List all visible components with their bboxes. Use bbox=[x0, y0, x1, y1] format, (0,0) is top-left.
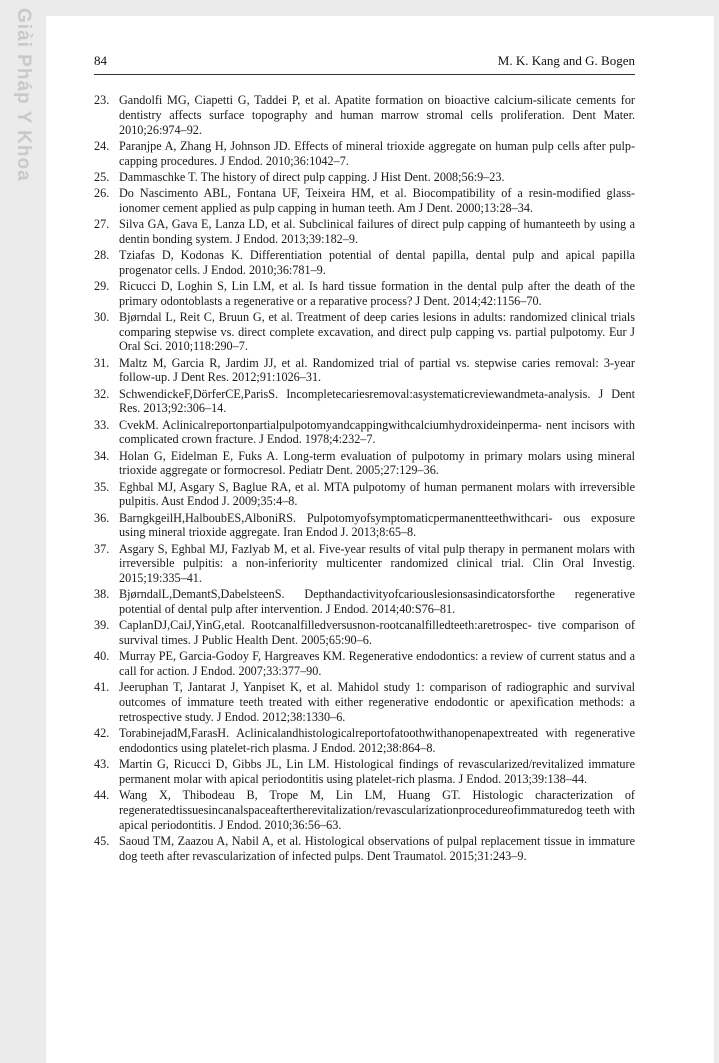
reference-item bbox=[94, 726, 635, 756]
reference-text: SchwendickeF,DörferCE,ParisS. Incompletecariesremoval:asystematicreviewandmeta-analysis. J Dent Res. 2013;92:306–14. bbox=[119, 386, 635, 416]
reference-item bbox=[94, 170, 635, 185]
reference-item bbox=[94, 93, 635, 137]
document-page bbox=[46, 16, 714, 1063]
reference-number: 35. bbox=[94, 479, 110, 494]
reference-item bbox=[94, 757, 635, 787]
reference-number: 23. bbox=[94, 93, 110, 107]
reference-text: CaplanDJ,CaiJ,YinG,etal. Rootcanalfilledversusnon-rootcanalfilledteeth:aretrospec- tive comparison of survival times. J Public Health Dent. 2005;65:90–6. bbox=[119, 618, 635, 648]
reference-item bbox=[94, 418, 635, 448]
reference-item bbox=[94, 387, 635, 417]
reference-text: Silva GA, Gava E, Lanza LD, et al. Subclinical failures of direct pulp capping of humanteeth by using a dentin bonding system. J Endod. 2013;39:182–9. bbox=[119, 216, 635, 246]
watermark: Giải Pháp Y Khoa bbox=[13, 8, 34, 182]
reference-text: Wang X, Thibodeau B, Trope M, Lin LM, Huang GT. Histologic characterization of regeneratedtissuesincanalspaceaftertherevitalization/revascularizationprocedureofimmaturedog teeth with apical periodontitis. J Endod. 2010;36:56–63. bbox=[119, 788, 635, 832]
reference-item bbox=[94, 139, 635, 169]
reference-item bbox=[94, 587, 635, 617]
reference-number: 33. bbox=[94, 417, 110, 432]
reference-text: Murray PE, Garcia-Godoy F, Hargreaves KM. Regenerative endodontics: a review of current status and a call for action. J Endod. 2007;33:377–90. bbox=[119, 649, 635, 679]
reference-number: 36. bbox=[94, 510, 110, 525]
reference-text: Ricucci D, Loghin S, Lin LM, et al. Is hard tissue formation in the dental pulp after the death of the primary odontoblasts a regenerative or a reparative process? J Dent. 2014;42:1156–70. bbox=[119, 278, 635, 308]
reference-number: 28. bbox=[94, 247, 110, 262]
reference-number: 29. bbox=[94, 278, 110, 293]
reference-text: Holan G, Eidelman E, Fuks A. Long-term evaluation of pulpotomy in primary molars using mineral trioxide aggregate or formocresol. Pediatr Dent. 2005;27:129–36. bbox=[119, 448, 635, 478]
reference-item bbox=[94, 248, 635, 278]
running-authors: M. K. Kang and G. Bogen bbox=[497, 53, 635, 68]
reference-number: 40. bbox=[94, 649, 110, 664]
reference-text: Gandolfi MG, Ciapetti G, Taddei P, et al. Apatite formation on bioactive calcium-silicate cements for dentistry affects surface topography and human marrow stromal cells proliferation. Dent Mater. 2010;26:974–92. bbox=[119, 93, 635, 137]
reference-number: 34. bbox=[94, 448, 110, 463]
reference-number: 31. bbox=[94, 355, 110, 370]
reference-text: TorabinejadM,FarasH. Aclinicalandhistologicalreportofatoothwithanopenapextreated with regenerative endodontics using platelet-rich plasma. J Endod. 2012;38:864–8. bbox=[119, 726, 635, 755]
reference-item bbox=[94, 649, 635, 679]
reference-text: Maltz M, Garcia R, Jardim JJ, et al. Randomized trial of partial vs. stepwise caries removal: 3-year follow-up. J Dent Res. 2012;91:1026–31. bbox=[119, 355, 635, 385]
reference-number: 27. bbox=[94, 216, 110, 231]
reference-item bbox=[94, 788, 635, 832]
reference-text: Martin G, Ricucci D, Gibbs JL, Lin LM. Histological findings of revascularized/revitalized immature permanent molar with apical periodontitis using platelet-rich plasma. J Endod. 2013;39:138–44. bbox=[119, 757, 635, 786]
reference-text: Tziafas D, Kodonas K. Differentiation potential of dental papilla, dental pulp and apical papilla progenator cells. J Endod. 2010;36:781–9. bbox=[119, 247, 635, 277]
reference-item bbox=[94, 618, 635, 648]
reference-number: 45. bbox=[94, 833, 110, 848]
reference-item bbox=[94, 310, 635, 354]
reference-item bbox=[94, 680, 635, 724]
reference-item bbox=[94, 186, 635, 216]
reference-number: 30. bbox=[94, 309, 110, 324]
reference-text: CvekM. Aclinicalreportonpartialpulpotomyandcappingwithcalciumhydroxideinperma- nent incisors with complicated crown fracture. J Endod. 1978;4:232–7. bbox=[119, 417, 635, 447]
reference-number: 44. bbox=[94, 788, 110, 803]
reference-number: 41. bbox=[94, 680, 110, 695]
reference-text: Dammaschke T. The history of direct pulp capping. J Hist Dent. 2008;56:9–23. bbox=[119, 169, 505, 184]
reference-item bbox=[94, 279, 635, 309]
reference-number: 42. bbox=[94, 726, 110, 741]
reference-item bbox=[94, 217, 635, 247]
reference-text: Do Nascimento ABL, Fontana UF, Teixeira HM, et al. Biocompatibility of a resin-modified glass-ionomer cement applied as pulp capping in human teeth. Am J Dent. 2000;13:28–34. bbox=[119, 185, 635, 215]
reference-item bbox=[94, 449, 635, 479]
reference-number: 26. bbox=[94, 185, 110, 200]
header-rule bbox=[94, 74, 635, 75]
reference-text: BjørndalL,DemantS,DabelsteenS. Depthandactivityofcariouslesionsasindicatorsforthe regenerative potential of dental pulp after intervention. J Endod. 2014;40:S76–81. bbox=[119, 587, 635, 617]
reference-text: Eghbal MJ, Asgary S, Baglue RA, et al. MTA pulpotomy of human permanent molars with irreversible pulpitis. Aust Endod J. 2009;35:4–8. bbox=[119, 479, 635, 509]
running-header bbox=[94, 53, 635, 69]
reference-number: 43. bbox=[94, 757, 110, 772]
reference-text: BarngkgeilH,HalboubES,AlboniRS. Pulpotomyofsymptomaticpermanentteethwithcari- ous exposure using mineral trioxide aggregate. Iran Endod J. 2013;8:65–8. bbox=[119, 510, 635, 540]
reference-item bbox=[94, 511, 635, 541]
reference-number: 38. bbox=[94, 587, 110, 602]
reference-list bbox=[94, 93, 635, 865]
reference-item bbox=[94, 480, 635, 510]
reference-text: Paranjpe A, Zhang H, Johnson JD. Effects of mineral trioxide aggregate on human pulp cells after pulp-capping procedures. J Endod. 2010;36:1042–7. bbox=[119, 138, 635, 168]
reference-number: 24. bbox=[94, 138, 110, 153]
reference-item bbox=[94, 356, 635, 386]
reference-item bbox=[94, 834, 635, 864]
reference-text: Bjørndal L, Reit C, Bruun G, et al. Treatment of deep caries lesions in adults: randomized clinical trials comparing stepwise vs. direct complete excavation, and direct pulp capping vs. partial pulpotomy. Eur J Oral Sci. 2010;118:290–7. bbox=[119, 309, 635, 354]
reference-text: Jeeruphan T, Jantarat J, Yanpiset K, et al. Mahidol study 1: comparison of radiographic and survival outcomes of immature teeth treated with either regenerative endodontic or apexification methods: a retrospective study. J Endod. 2012;38:1330–6. bbox=[119, 680, 635, 724]
reference-number: 32. bbox=[94, 386, 110, 401]
page-number: 84 bbox=[94, 53, 107, 68]
reference-number: 39. bbox=[94, 618, 110, 633]
reference-number: 25. bbox=[94, 169, 110, 184]
reference-number: 37. bbox=[94, 541, 110, 556]
reference-text: Asgary S, Eghbal MJ, Fazlyab M, et al. Five-year results of vital pulp therapy in permanent molars with irreversible pulpitis: a non-inferiority multicenter randomized clinical trial. Clin Oral Investig. 2015;19:335–41. bbox=[119, 541, 635, 586]
reference-item bbox=[94, 542, 635, 586]
reference-text: Saoud TM, Zaazou A, Nabil A, et al. Histological observations of pulpal replacement tissue in immature dog teeth after revascularization of infected pulps. Dent Traumatol. 2015;31:243–9. bbox=[119, 833, 635, 863]
